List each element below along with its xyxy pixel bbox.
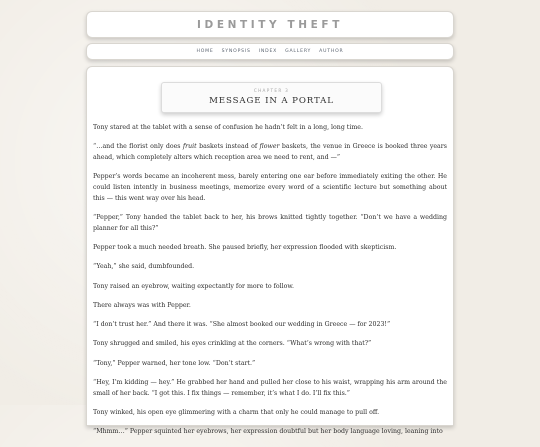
story-paragraph (93, 408, 447, 419)
story-text (93, 123, 447, 447)
story-text-run: “Mhmm…” Pepper squinted her eyebrows, her expression doubtful but her body language loving, leaning into (93, 428, 443, 436)
story-paragraph (93, 427, 447, 438)
story-text-run: baskets, the venue in Greece is booked three years ahead, which completely alters which reception area we need to rent, and —” (93, 143, 447, 161)
story-paragraph (93, 213, 447, 234)
chapter-content (86, 66, 454, 436)
story-paragraph (93, 282, 447, 293)
story-text-run: Tony stared at the tablet with a sense of confusion he hadn’t felt in a long, long time. (93, 124, 363, 131)
story-text-run: Tony raised an eyebrow, waiting expectantly for more to follow. (93, 282, 295, 290)
story-emphasis: flower (259, 143, 280, 151)
story-text-run: baskets instead of (196, 143, 260, 151)
story-text-run: “I don’t trust her.” And there it was. “She almost booked our wedding in Greece — for 2023!” (93, 321, 391, 329)
story-text-run: Tony winked, his open eye glimmering with a charm that only he could manage to pull off. (93, 409, 380, 417)
chapter-label: CHAPTER 3 (253, 88, 290, 93)
site-header (86, 11, 454, 38)
nav-author[interactable]: AUTHOR (319, 49, 344, 54)
story-text-run: “Pepper,” Tony handed the tablet back to her, his brows knitted tightly together. “Don’t we have a wedding planner for all this?” (93, 214, 447, 232)
story-text-run: There always was with Pepper. (93, 301, 191, 309)
story-paragraph (93, 320, 447, 331)
story-text-run: “Hey, I’m kidding — hey.” He grabbed her hand and pulled her close to his waist, wrapping his arm around the small of her back. “I got this. I fix things — remember, it’s what I do. I’ll fix this.” (93, 379, 447, 397)
story-paragraph (93, 262, 447, 273)
story-paragraph (93, 359, 447, 370)
story-text-run: Pepper took a much needed breath. She paused briefly, her expression flooded with skepticism. (93, 244, 397, 251)
story-paragraph (93, 339, 447, 350)
site-title[interactable]: IDENTITY THEFT (197, 18, 343, 31)
story-paragraph (93, 301, 447, 312)
story-text-run: Tony shrugged and smiled, his eyes crinkling at the corners. “What’s wrong with that?” (93, 340, 372, 348)
story-text-run: “…and the florist only does (93, 143, 183, 151)
nav-home[interactable]: HOME (196, 49, 214, 54)
story-paragraph (93, 378, 447, 399)
story-paragraph (93, 123, 447, 134)
story-paragraph (93, 142, 447, 163)
story-paragraph (93, 172, 447, 204)
chapter-heading (161, 82, 382, 113)
story-text-run: “Tony,” Pepper warned, her tone low. “Don’t start.” (93, 359, 256, 367)
story-text-run: Pepper’s words became an incoherent mess, barely entering one ear before immediately exiting the other. He could listen intently in business meetings, memorize every word of a scientific lecture but something about this — this went way over his head. (93, 173, 447, 202)
story-emphasis: fruit (182, 143, 197, 151)
chapter-title: MESSAGE IN A PORTAL (209, 96, 334, 106)
story-paragraph (93, 243, 447, 254)
nav-synopsis[interactable]: SYNOPSIS (221, 49, 251, 54)
story-text-run: “Yeah,” she said, dumbfounded. (93, 263, 195, 271)
nav-index[interactable]: INDEX (258, 49, 278, 54)
nav-gallery[interactable]: GALLERY (285, 49, 312, 54)
nav-bar (86, 43, 454, 60)
